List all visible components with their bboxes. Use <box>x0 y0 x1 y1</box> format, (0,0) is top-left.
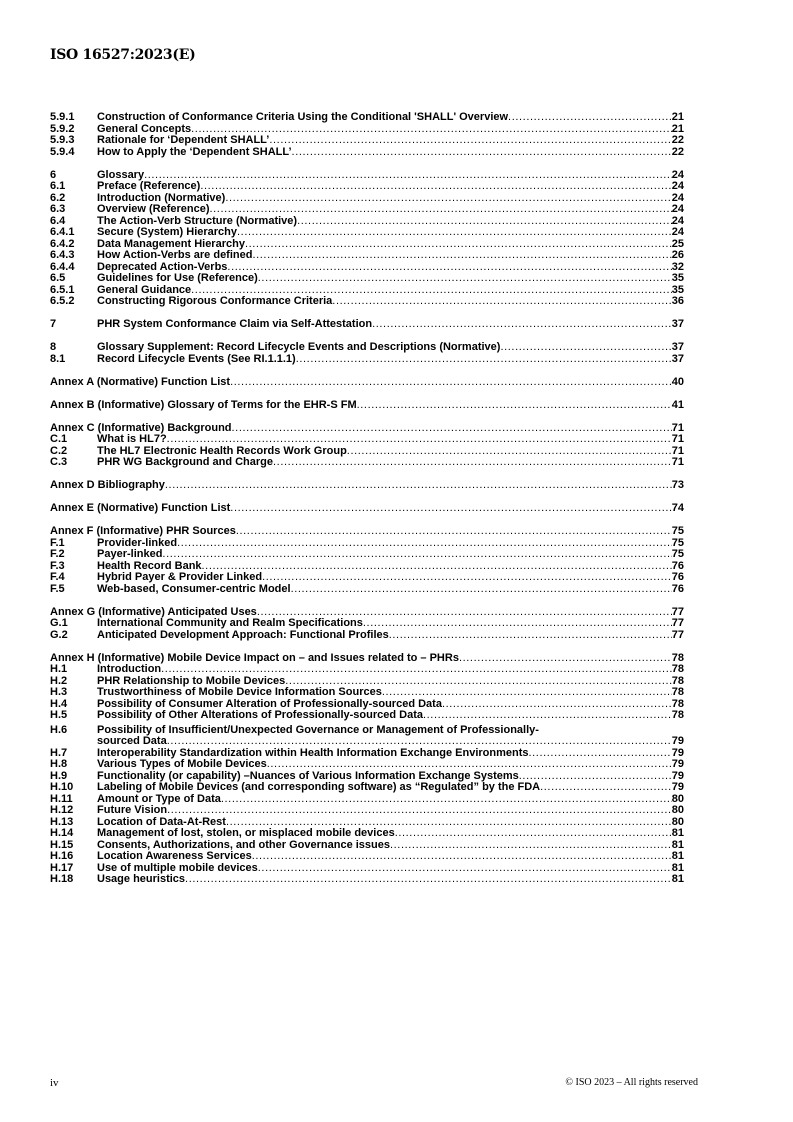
dot-leader <box>167 736 672 748</box>
toc-entry-page: 75 <box>671 536 684 549</box>
dot-leader <box>540 782 672 794</box>
toc-entry-page: 78 <box>671 709 684 721</box>
toc-entry-title: Glossary <box>97 168 145 181</box>
toc-entry-number: 5.9.1 <box>50 111 75 123</box>
dot-leader <box>382 687 672 699</box>
toc-entry-page: 71 <box>671 433 684 445</box>
toc-entry-page: 78 <box>671 663 684 675</box>
toc-entry-page: 81 <box>671 827 684 839</box>
dot-leader <box>252 851 672 863</box>
toc-entry-number: H.6 <box>50 723 68 736</box>
toc-entry-page: 22 <box>671 145 684 158</box>
toc-entry-page: 21 <box>671 122 684 135</box>
toc-entry-number: 6.4.3 <box>50 249 75 261</box>
toc-entry-page: 21 <box>671 111 684 123</box>
dot-leader <box>252 250 671 262</box>
toc-entry[interactable] <box>50 805 684 817</box>
toc-entry[interactable] <box>50 377 684 389</box>
toc-entry-number: H.17 <box>50 861 74 874</box>
toc-entry-number: 7 <box>50 318 57 330</box>
toc-entry-number: 5.9.3 <box>50 134 75 146</box>
toc-entry-title: Secure (System) Hierarchy <box>97 226 238 238</box>
toc-entry-page: 79 <box>671 769 684 782</box>
toc-entry-number: H.11 <box>50 792 73 805</box>
toc-entry-page: 35 <box>671 283 684 296</box>
toc-entry-number: H.5 <box>50 709 68 721</box>
toc-entry[interactable] <box>50 630 684 642</box>
toc-entry-page: 24 <box>671 168 684 181</box>
dot-leader <box>221 794 672 806</box>
dot-leader <box>508 112 672 124</box>
toc-entry-title: Annex C (Informative) Background <box>50 421 232 434</box>
toc-entry-number: F.3 <box>50 559 65 572</box>
dot-leader <box>519 771 672 783</box>
toc-entry-number: H.2 <box>50 674 68 687</box>
toc-entry-number: 5.9.4 <box>50 145 75 158</box>
footer-page-number: iv <box>50 1077 59 1089</box>
toc-group <box>50 400 684 412</box>
toc-entry-page: 78 <box>671 697 684 710</box>
dot-leader <box>230 503 671 515</box>
dot-leader <box>296 354 672 366</box>
toc-entry[interactable] <box>50 227 684 239</box>
toc-entry-title: Health Record Bank <box>97 559 202 572</box>
dot-leader <box>269 135 671 147</box>
toc-entry-title: The HL7 Electronic Health Records Work Group <box>97 444 347 457</box>
dot-leader <box>245 239 672 251</box>
dot-leader <box>162 549 671 561</box>
toc-entry-title: Possibility of Other Alterations of Professionally-sourced Data <box>97 709 423 721</box>
toc-entry-title: Constructing Rigorous Conformance Criteria <box>97 295 333 307</box>
toc-entry-number: 6.2 <box>50 191 66 204</box>
toc-entry-number: 6.4.1 <box>50 226 75 238</box>
toc-entry-number: H.14 <box>50 827 74 839</box>
dot-leader <box>262 572 672 584</box>
toc-entry-number: H.7 <box>50 746 68 759</box>
toc-entry-number: G.1 <box>50 617 68 629</box>
toc-group <box>50 112 684 158</box>
toc-entry-page: 41 <box>671 398 684 411</box>
toc-entry-title: Guidelines for Use (Reference) <box>97 272 258 284</box>
dot-leader <box>500 342 671 354</box>
toc-entry-page: 80 <box>671 815 684 828</box>
toc-entry-number: 8 <box>50 341 57 353</box>
toc-entry[interactable] <box>50 851 684 863</box>
toc-entry[interactable] <box>50 250 684 262</box>
toc-entry-title: Construction of Conformance Criteria Using the Conditional 'SHALL' Overview <box>97 111 509 123</box>
dot-leader <box>258 863 672 875</box>
toc-entry-title-continued: sourced Data <box>97 735 167 747</box>
toc-group <box>50 377 684 389</box>
toc-group <box>50 423 684 469</box>
toc-entry-page: 24 <box>671 203 684 215</box>
toc-entry-title: Payer-linked <box>97 548 163 560</box>
toc-entry-page: 78 <box>671 651 684 664</box>
toc-entry[interactable] <box>50 319 684 331</box>
toc-entry-number: 6.5 <box>50 272 66 284</box>
toc-entry-page: 24 <box>671 214 684 227</box>
toc-entry-number: C.1 <box>50 433 68 445</box>
toc-entry[interactable] <box>50 759 684 771</box>
dot-leader <box>347 446 672 458</box>
toc-group <box>50 607 684 642</box>
toc-entry-title: Annex A (Normative) Function List <box>50 375 231 388</box>
toc-entry-page: 26 <box>671 249 684 261</box>
toc-entry-page: 79 <box>671 758 684 770</box>
toc-entry-title: Introduction <box>97 663 162 675</box>
toc-entry-number: 6 <box>50 168 57 181</box>
toc-entry-number: H.12 <box>50 804 74 816</box>
toc-entry[interactable] <box>50 434 684 446</box>
toc-entry-title: Preface (Reference) <box>97 180 201 192</box>
toc-entry-title: How Action-Verbs are defined <box>97 249 253 261</box>
dot-leader <box>185 874 672 886</box>
toc-group <box>50 319 684 331</box>
toc-entry-page: 81 <box>671 850 684 862</box>
dot-leader <box>459 653 672 665</box>
toc-entry[interactable] <box>50 874 684 886</box>
dot-leader <box>165 480 672 492</box>
toc-entry-title: What is HL7? <box>97 433 167 445</box>
toc-entry-title: Functionality (or capability) –Nuances of Various Information Exchange Systems <box>97 769 519 782</box>
toc-entry-title: Interoperability Standardization within Health Information Exchange Environments <box>97 746 529 759</box>
toc-entry-number: H.16 <box>50 850 74 862</box>
toc-entry-number: H.18 <box>50 873 74 885</box>
toc-entry-page: 78 <box>671 674 684 687</box>
toc-entry-number: 6.4.4 <box>50 260 75 273</box>
toc-entry-title: Location Awareness Services <box>97 850 252 862</box>
toc-entry-number: H.4 <box>50 697 68 710</box>
dot-leader <box>389 630 672 642</box>
toc-entry-title: Future Vision <box>97 804 168 816</box>
toc-entry-page: 25 <box>671 237 684 250</box>
toc-entry-title: Annex E (Normative) Function List <box>50 502 231 514</box>
toc-entry-page: 32 <box>671 260 684 273</box>
toc-entry-number: F.1 <box>50 536 65 549</box>
toc-entry-title: PHR WG Background and Charge <box>97 456 274 468</box>
toc-entry-page: 81 <box>671 873 684 885</box>
toc-entry-page: 79 <box>671 735 684 747</box>
toc-entry[interactable] <box>50 687 684 699</box>
toc-entry[interactable] <box>50 782 684 794</box>
toc-entry-title: Labeling of Mobile Devices (and corresponding software) as “Regulated” by the FDA <box>97 781 541 793</box>
toc-entry-title: Consents, Authorizations, and other Governance issues <box>97 838 390 851</box>
toc-entry-title: Annex G (Informative) Anticipated Uses <box>50 605 257 618</box>
toc-entry-title: Location of Data-At-Rest <box>97 815 226 828</box>
toc-entry-number: 6.4 <box>50 214 66 227</box>
toc-entry-page: 37 <box>671 318 684 330</box>
dot-leader <box>372 319 672 331</box>
toc-entry-number: 6.5.2 <box>50 295 75 307</box>
toc-entry-page: 71 <box>671 444 684 457</box>
toc-entry-number: H.13 <box>50 815 74 828</box>
toc-entry-number: 8.1 <box>50 352 66 365</box>
toc-entry-title: Use of multiple mobile devices <box>97 861 258 874</box>
toc-entry-page: 77 <box>671 617 684 629</box>
toc-entry-page: 81 <box>671 861 684 874</box>
toc-entry-title: Possibility of Consumer Alteration of Professionally-sourced Data <box>97 697 442 710</box>
toc-entry-number: 6.4.2 <box>50 237 75 250</box>
toc-entry[interactable] <box>50 147 684 159</box>
dot-leader <box>297 216 672 228</box>
toc-entry-title: Possibility of Insufficient/Unexpected Governance or Management of Professionally- <box>97 723 539 736</box>
toc-entry-number: H.9 <box>50 769 68 782</box>
toc-entry[interactable] <box>50 584 684 596</box>
toc-entry-page: 73 <box>671 479 684 491</box>
toc-entry-number: H.10 <box>50 781 74 793</box>
toc-entry-title: Glossary Supplement: Record Lifecycle Events and Descriptions (Normative) <box>97 341 501 353</box>
toc-entry-number: F.2 <box>50 548 65 560</box>
toc-entry-page: 35 <box>671 272 684 284</box>
toc-entry-page: 37 <box>671 352 684 365</box>
toc-entry-page: 36 <box>671 295 684 307</box>
toc-entry-title: Provider-linked <box>97 536 178 549</box>
dot-leader <box>529 748 672 760</box>
dot-leader <box>167 434 672 446</box>
toc-entry-title: Anticipated Development Approach: Functional Profiles <box>97 628 389 641</box>
dot-leader <box>390 840 672 852</box>
toc-entry[interactable] <box>50 480 684 492</box>
dot-leader <box>210 204 672 216</box>
toc-group <box>50 480 684 492</box>
dot-leader <box>332 296 671 308</box>
toc-group <box>50 653 684 886</box>
toc-entry-page: 79 <box>671 746 684 759</box>
toc-entry-page: 74 <box>671 502 684 514</box>
toc-entry-page: 22 <box>671 134 684 146</box>
toc-entry[interactable] <box>50 135 684 147</box>
dot-leader <box>232 423 672 435</box>
toc-entry-page: 77 <box>671 605 684 618</box>
dot-leader <box>161 664 672 676</box>
toc-entry-number: C.2 <box>50 444 68 457</box>
toc-entry[interactable] <box>50 354 684 366</box>
toc-entry-title: Introduction (Normative) <box>97 191 226 204</box>
dot-leader <box>177 538 672 550</box>
toc-entry-number: 5.9.2 <box>50 122 75 135</box>
toc-entry-page: 71 <box>671 456 684 468</box>
toc-entry[interactable] <box>50 664 684 676</box>
toc-entry-page: 71 <box>671 421 684 434</box>
toc-entry[interactable] <box>50 526 684 538</box>
dot-leader <box>395 828 672 840</box>
toc-group <box>50 342 684 365</box>
toc-entry-title: Management of lost, stolen, or misplaced mobile devices <box>97 827 395 839</box>
toc-entry-page: 24 <box>671 226 684 238</box>
toc-entry-number: C.3 <box>50 456 68 468</box>
toc-entry-number: H.15 <box>50 838 74 851</box>
dot-leader <box>230 377 672 389</box>
dot-leader <box>363 618 672 630</box>
toc-entry-number: 6.3 <box>50 203 66 215</box>
toc-entry-title: The Action-Verb Structure (Normative) <box>97 214 298 227</box>
toc-entry-title: Annex B (Informative) Glossary of Terms for the EHR-S FM <box>50 398 357 411</box>
dot-leader <box>144 170 672 182</box>
toc-entry-title: Overview (Reference) <box>97 203 210 215</box>
document-id-header: ISO 16527:2023(E) <box>50 47 196 63</box>
toc-entry-title: Web-based, Consumer-centric Model <box>97 582 291 595</box>
dot-leader <box>202 561 672 573</box>
dot-leader <box>442 699 672 711</box>
dot-leader <box>291 584 672 596</box>
toc-entry[interactable] <box>50 572 684 584</box>
table-of-contents <box>50 112 684 886</box>
toc-entry[interactable] <box>50 204 684 216</box>
toc-entry-page: 75 <box>671 548 684 560</box>
toc-entry-page: 81 <box>671 838 684 851</box>
toc-entry-page: 76 <box>671 559 684 572</box>
toc-entry[interactable] <box>50 457 684 469</box>
dot-leader <box>258 273 672 285</box>
toc-entry-page: 76 <box>671 571 684 583</box>
toc-entry[interactable] <box>50 400 684 412</box>
toc-entry-title: Data Management Hierarchy <box>97 237 245 250</box>
toc-entry-page: 24 <box>671 191 684 204</box>
toc-entry-title: Record Lifecycle Events (See RI.1.1.1) <box>97 352 296 365</box>
footer-copyright: © ISO 2023 – All rights reserved <box>565 1077 698 1088</box>
toc-entry-title: Trustworthiness of Mobile Device Information Sources <box>97 686 382 698</box>
toc-entry-page: 24 <box>671 180 684 192</box>
indent <box>50 736 97 748</box>
toc-entry-number: 6.1 <box>50 180 66 192</box>
toc-entry-title: Usage heuristics <box>97 873 186 885</box>
dot-leader <box>227 262 671 274</box>
toc-entry-continuation[interactable] <box>50 736 684 748</box>
toc-entry[interactable] <box>50 549 684 561</box>
toc-entry-page: 80 <box>671 804 684 816</box>
toc-entry-title: General Concepts <box>97 122 192 135</box>
toc-entry-title: Hybrid Payer & Provider Linked <box>97 571 263 583</box>
toc-entry-title: Deprecated Action-Verbs <box>97 260 228 273</box>
toc-entry-title: Annex H (Informative) Mobile Device Impact on – and Issues related to – PHRs <box>50 651 459 664</box>
toc-entry[interactable] <box>50 273 684 285</box>
toc-entry-page: 78 <box>671 686 684 698</box>
toc-entry-number: F.4 <box>50 571 65 583</box>
dot-leader <box>267 759 672 771</box>
toc-entry-title: Annex F (Informative) PHR Sources <box>50 525 236 537</box>
toc-entry-page: 37 <box>671 341 684 353</box>
toc-entry-page: 77 <box>671 628 684 641</box>
toc-entry-title: Various Types of Mobile Devices <box>97 758 267 770</box>
toc-entry[interactable] <box>50 342 684 354</box>
toc-entry-title: International Community and Realm Specifications <box>97 617 363 629</box>
dot-leader <box>357 400 672 412</box>
toc-group <box>50 503 684 515</box>
toc-entry-page: 79 <box>671 781 684 793</box>
toc-entry-number: 6.5.1 <box>50 283 75 296</box>
dot-leader <box>539 725 684 737</box>
toc-entry-number: F.5 <box>50 582 65 595</box>
toc-entry[interactable] <box>50 181 684 193</box>
dot-leader <box>167 805 672 817</box>
dot-leader <box>236 526 672 538</box>
toc-entry[interactable] <box>50 296 684 308</box>
toc-entry-title: Rationale for ‘Dependent SHALL’ <box>97 134 270 146</box>
toc-group <box>50 170 684 308</box>
toc-entry-title: PHR System Conformance Claim via Self-Attestation <box>97 318 373 330</box>
toc-entry[interactable] <box>50 503 684 515</box>
dot-leader <box>200 181 671 193</box>
toc-entry-number: G.2 <box>50 628 68 641</box>
toc-entry-title: How to Apply the ‘Dependent SHALL’ <box>97 145 292 158</box>
dot-leader <box>237 227 672 239</box>
toc-group <box>50 526 684 595</box>
toc-entry-page: 80 <box>671 792 684 805</box>
toc-entry[interactable] <box>50 112 684 124</box>
toc-entry[interactable] <box>50 618 684 630</box>
toc-entry-page: 40 <box>671 375 684 388</box>
dot-leader <box>423 710 672 722</box>
toc-entry-number: H.1 <box>50 663 68 675</box>
toc-entry-title: Annex D Bibliography <box>50 479 165 491</box>
toc-entry-title: General Guidance <box>97 283 192 296</box>
toc-entry-page: 76 <box>671 582 684 595</box>
dot-leader <box>292 147 672 159</box>
toc-entry[interactable] <box>50 828 684 840</box>
dot-leader <box>225 193 671 205</box>
toc-entry-number: H.3 <box>50 686 68 698</box>
dot-leader <box>273 457 672 469</box>
toc-entry-title: PHR Relationship to Mobile Devices <box>97 674 286 687</box>
toc-entry-title: Amount or Type of Data <box>97 792 221 805</box>
toc-entry-page: 75 <box>671 525 684 537</box>
toc-entry-number: H.8 <box>50 758 68 770</box>
toc-entry[interactable] <box>50 710 684 722</box>
